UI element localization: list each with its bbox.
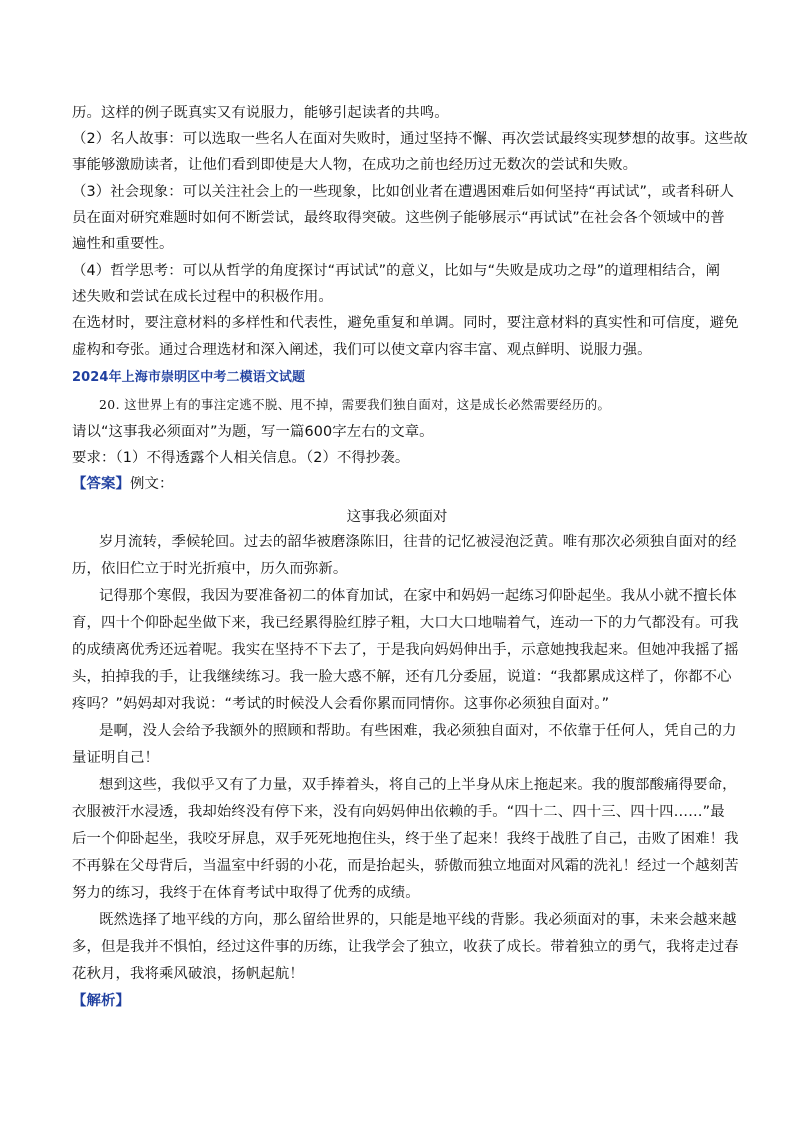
text-line: （4）哲学思考：可以从哲学的角度探讨“再试试”的意义，比如与“失败是成功之母”的道理相结合，阐: [72, 263, 721, 279]
answer-label: 【答案】: [72, 476, 130, 492]
essay-line: 花秋月，我将乘风破浪，扬帆起航！: [72, 966, 304, 982]
source-heading: 2024年上海市崇明区中考二模语文试题: [72, 370, 306, 385]
essay-line: 育，四十个仰卧起坐做下来，我已经累得脸红脖子粗，大口大口地喘着气，连动一下的力气都没有。可我: [72, 615, 739, 631]
essay-line: 后一个仰卧起坐，我咬牙屏息，双手死死地抱住头，终于坐了起来！我终于战胜了自己，击败了困难！我: [72, 831, 739, 847]
prompt-text: 请以“这事我必须面对”为题，写一篇600字左右的文章。: [72, 424, 434, 440]
essay-line: 想到这些，我似乎又有了力量，双手捧着头，将自己的上半身从床上拖起来。我的腹部酸痛得要命，: [99, 777, 737, 793]
essay-line: 不再躲在父母背后，当温室中纤弱的小花，而是抬起头，骄傲而独立地面对风霜的洗礼！经过一个越刻苦: [72, 858, 739, 874]
essay-line: 既然选择了地平线的方向，那么留给世界的，只能是地平线的背影。我必须面对的事，未来会越来越: [99, 912, 737, 928]
requirements-text: 要求：（1）不得透露个人相关信息。（2）不得抄袭。: [72, 450, 410, 466]
text-line: 在选材时，要注意材料的多样性和代表性，避免重复和单调。同时，要注意材料的真实性和可信度，避免: [72, 315, 739, 331]
essay-line: 历，依旧伫立于时光折痕中，历久而弥新。: [72, 561, 348, 577]
essay-line: 是啊，没人会给予我额外的照顾和帮助。有些困难，我必须独自面对，不依靠于任何人，凭自己的力: [99, 723, 737, 739]
text-line: 历。这样的例子既真实又有说服力，能够引起读者的共鸣。: [72, 105, 449, 121]
essay-line: 岁月流转，季候轮回。过去的韶华被磨涤陈旧，往昔的记忆被浸泡泛黄。唯有那次必须独自面对的经: [99, 534, 737, 550]
essay-title: 这事我必须面对: [346, 509, 448, 525]
text-line: （3）社会现象：可以关注社会上的一些现象，比如创业者在遭遇困难后如何坚持“再试试”，或者科研人: [72, 184, 734, 200]
text-line: 虚构和夸张。通过合理选材和深入阐述，我们可以使文章内容丰富、观点鲜明、说服力强。: [72, 342, 652, 358]
analysis-label: 【解析】: [72, 993, 130, 1009]
essay-line: 衣服被汗水浸透，我却始终没有停下来，没有向妈妈伸出依赖的手。“四十二、四十三、四十四……”最: [72, 804, 725, 820]
essay-line: 努力的练习，我终于在体育考试中取得了优秀的成绩。: [72, 885, 420, 901]
question-text: 20. 这世界上有的事注定逃不脱、甩不掉，需要我们独自面对，这是成长必然需要经历的。: [99, 397, 611, 412]
essay-line: 量证明自己！: [72, 750, 159, 766]
text-line: 遍性和重要性。: [72, 236, 174, 252]
answer-suffix: 例文：: [129, 476, 174, 492]
answer-line: [72, 474, 732, 494]
essay-line: 记得那个寒假，我因为要准备初二的体育加试，在家中和妈妈一起练习仰卧起坐。我从小就不擅长体: [99, 588, 737, 604]
text-line: 员在面对研究难题时如何不断尝试，最终取得突破。这些例子能够展示“再试试”在社会各个领域中的普: [72, 210, 725, 226]
essay-line: 疼吗？”妈妈却对我说：“考试的时候没人会看你累而同情你。这事你必须独自面对。”: [72, 696, 610, 712]
essay-line: 头，拍掉我的手，让我继续练习。我一脸大惑不解，还有几分委屈，说道：“我都累成这样了，你都不心: [72, 669, 732, 685]
text-line: 事能够激励读者，让他们看到即使是大人物，在成功之前也经历过无数次的尝试和失败。: [72, 157, 638, 173]
text-line: 述失败和尝试在成长过程中的积极作用。: [72, 289, 333, 305]
text-line: （2）名人故事：可以选取一些名人在面对失败时，通过坚持不懈、再次尝试最终实现梦想的故事。这些故: [72, 131, 748, 147]
essay-line: 多，但是我并不惧怕，经过这件事的历练，让我学会了独立，收获了成长。带着独立的勇气，我将走过春: [72, 939, 739, 955]
essay-line: 的成绩离优秀还远着呢。我实在坚持不下去了，于是我向妈妈伸出手，示意她拽我起来。但她冲我摇了摇: [72, 642, 739, 658]
